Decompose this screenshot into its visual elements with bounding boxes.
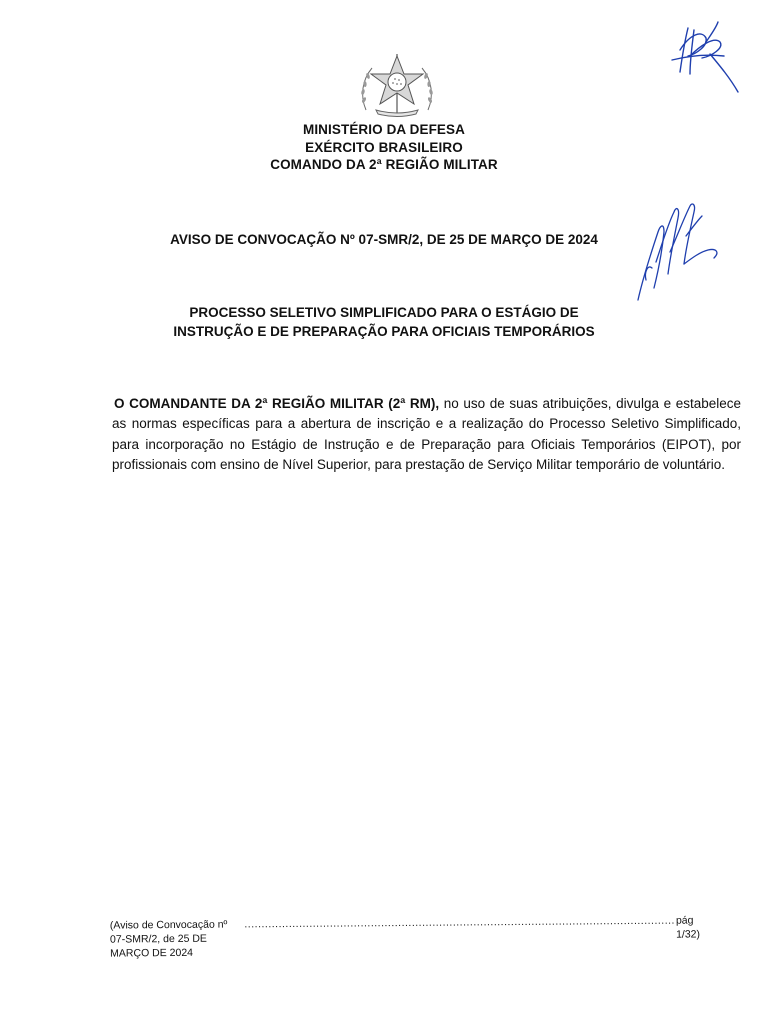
document-header xyxy=(0,121,768,174)
ministry-line: MINISTÉRIO DA DEFESA xyxy=(302,122,465,137)
command-line: COMANDO DA 2ª REGIÃO MILITAR xyxy=(270,157,498,172)
notice-title: AVISO DE CONVOCAÇÃO Nº 07-SMR/2, DE 25 DE MARÇO DE 2024 xyxy=(170,232,598,247)
page-footer xyxy=(110,913,700,960)
process-title-line-2: INSTRUÇÃO E DE PREPARAÇÃO PARA OFICIAIS TEMPORÁRIOS xyxy=(173,324,595,339)
footer-reference: (Aviso de Convocação nº 07-SMR/2, de 25 DE MARÇO DE 2024 xyxy=(109,918,228,960)
coat-of-arms-icon xyxy=(356,50,438,118)
signature-top-icon xyxy=(666,16,746,98)
body-rest: no uso de suas atribuições, divulga e estabelece as normas específicas para a abertura de inscrição e a realização do Processo Seletivo Simplificado, para incorporação no Estágio de Instrução e de Preparação para Oficiais Temporários (EIPOT), por profissionais com ensino de Nível Superior, para prestação de Serviço Militar temporário de voluntário. xyxy=(112,396,742,472)
body-paragraph xyxy=(112,394,741,475)
page-number: pág 1/32) xyxy=(675,914,701,941)
army-line: EXÉRCITO BRASILEIRO xyxy=(305,139,463,155)
process-title xyxy=(0,303,768,341)
footer-dot-leader: .............................................................................................................................. xyxy=(244,914,675,931)
body-bold-intro: O COMANDANTE DA 2ª REGIÃO MILITAR (2ª RM), xyxy=(114,396,440,411)
process-title-line-1: PROCESSO SELETIVO SIMPLIFICADO PARA O ESTÁGIO DE xyxy=(189,305,579,320)
